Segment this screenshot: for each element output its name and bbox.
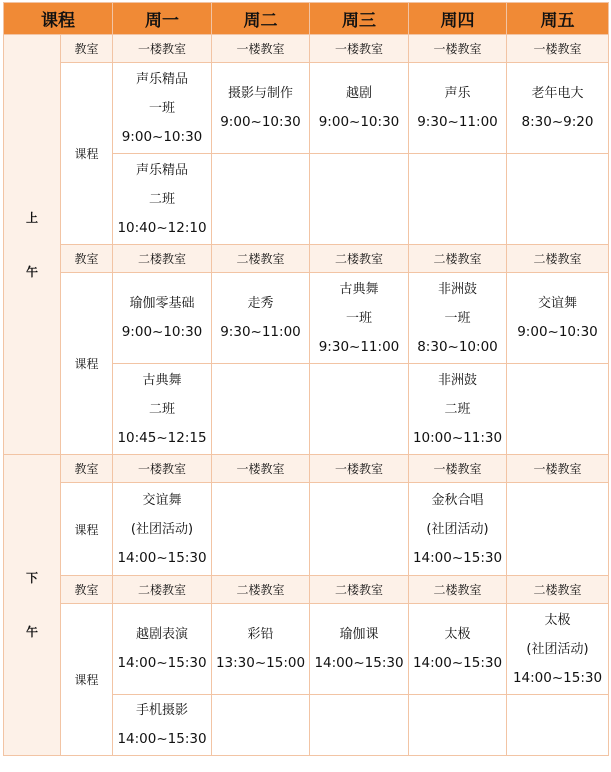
course-line: 交谊舞 [142,492,182,508]
course-time: 14:00~15:30 [512,669,603,686]
empty-cell [507,695,609,756]
course-cell [409,63,507,154]
course-time: 9:00~10:30 [121,324,203,340]
day-header-mon: 周一 [113,3,212,35]
empty-cell [212,483,310,576]
course-cell [212,63,310,154]
room-label: 教室 [61,245,113,273]
course-cell [113,483,212,576]
course-cell [212,604,310,695]
classroom-cell: 一楼教室 [212,455,310,483]
classroom-cell: 二楼教室 [507,576,609,604]
classroom-cell: 二楼教室 [113,245,212,273]
period-char: 午 [25,625,38,639]
course-line: 声乐 [444,86,471,101]
course-line: 交谊舞 [537,296,577,311]
course-time: 9:00~10:30 [517,324,598,340]
course-cell [212,273,310,364]
course-time: 9:30~11:00 [318,338,400,355]
course-cell [507,604,609,695]
course-cell [409,604,507,695]
course-time: 14:00~15:30 [314,655,404,671]
course-label: 课程 [61,273,113,455]
course-time: 10:40~12:10 [117,219,207,236]
classroom-cell: 一楼教室 [507,35,609,63]
course-cell [113,63,212,154]
course-time: 9:00~10:30 [220,114,301,130]
classroom-cell: 一楼教室 [507,455,609,483]
empty-cell [212,695,310,756]
course-cell [310,273,409,364]
room-label: 教室 [61,35,113,63]
classroom-cell: 一楼教室 [113,35,212,63]
course-cell [310,63,409,154]
course-time: 8:30~9:20 [521,114,594,130]
course-time: 10:45~12:15 [117,429,207,446]
course-line: 一班 [345,310,372,326]
course-cell [507,63,609,154]
classroom-cell: 二楼教室 [310,576,409,604]
course-cell [310,604,409,695]
course-cell [409,483,507,576]
room-row [4,455,609,483]
empty-cell [507,364,609,455]
classroom-cell: 二楼教室 [212,576,310,604]
course-time: 14:00~15:30 [117,655,207,671]
course-line: 声乐精品 [135,71,188,87]
course-line: 二班 [444,401,471,417]
course-row [4,273,609,364]
classroom-cell: 一楼教室 [409,455,507,483]
course-line: 古典舞 [339,281,379,297]
course-line: 太极 [544,612,571,628]
classroom-cell: 一楼教室 [409,35,507,63]
course-line: (社团活动) [130,521,194,537]
course-time: 9:00~10:30 [318,114,400,130]
course-line: 非洲鼓 [437,372,477,388]
header-row [4,3,609,35]
schedule-table [3,2,609,756]
course-time: 13:30~15:00 [215,655,306,671]
course-time: 14:00~15:30 [117,731,207,747]
period-morning [4,35,61,455]
classroom-cell: 一楼教室 [310,35,409,63]
course-line: 瑜伽零基础 [129,296,195,311]
course-cell [507,273,609,364]
room-label: 教室 [61,455,113,483]
period-char: 上 [25,210,38,225]
course-cell [113,364,212,455]
classroom-cell: 二楼教室 [507,245,609,273]
course-cell [113,273,212,364]
empty-cell [310,154,409,245]
course-cell [113,604,212,695]
course-line: 二班 [148,191,175,207]
course-line: 一班 [148,100,175,116]
course-label: 课程 [61,604,113,756]
course-time: 8:30~10:00 [417,338,498,355]
empty-cell [409,154,507,245]
course-line: 老年电大 [531,86,584,101]
classroom-cell: 二楼教室 [409,245,507,273]
course-time: 10:00~11:30 [412,429,503,446]
course-label: 课程 [61,63,113,245]
day-header-tue: 周二 [212,3,310,35]
empty-cell [409,695,507,756]
course-line: 彩铅 [247,627,274,642]
course-cell [409,364,507,455]
course-line: 二班 [148,401,175,417]
course-line: 越剧表演 [135,627,188,642]
room-row [4,576,609,604]
course-line: 瑜伽课 [339,627,379,642]
course-line: 一班 [444,310,471,326]
course-time: 9:30~11:00 [417,114,498,130]
course-time: 9:30~11:00 [220,324,301,340]
classroom-cell: 二楼教室 [409,576,507,604]
course-line: 走秀 [247,296,274,311]
course-line: (社团活动) [426,521,489,537]
empty-cell [507,483,609,576]
course-cell [409,273,507,364]
course-time: 14:00~15:30 [412,549,503,566]
course-time: 9:00~10:30 [121,128,203,145]
classroom-cell: 二楼教室 [212,245,310,273]
corner-header: 课程 [4,3,113,35]
room-row [4,245,609,273]
course-line: 古典舞 [142,372,182,388]
course-line: 太极 [444,627,471,642]
course-cell [113,695,212,756]
day-header-fri: 周五 [507,3,609,35]
course-line: 越剧 [345,86,372,101]
empty-cell [212,364,310,455]
course-line: (社团活动) [526,641,589,657]
course-line: 金秋合唱 [431,492,484,508]
course-line: 非洲鼓 [437,281,477,297]
course-row [4,483,609,576]
schedule-body [4,35,609,756]
course-time: 14:00~15:30 [412,655,503,671]
course-cell [113,154,212,245]
course-line: 声乐精品 [135,162,188,178]
room-row [4,35,609,63]
period-char: 下 [25,571,38,585]
classroom-cell: 一楼教室 [212,35,310,63]
day-header-wed: 周三 [310,3,409,35]
room-label: 教室 [61,576,113,604]
empty-cell [310,483,409,576]
course-label: 课程 [61,483,113,576]
course-line: 摄影与制作 [227,86,293,101]
classroom-cell: 二楼教室 [113,576,212,604]
classroom-cell: 一楼教室 [310,455,409,483]
classroom-cell: 一楼教室 [113,455,212,483]
empty-cell [310,695,409,756]
classroom-cell: 二楼教室 [310,245,409,273]
period-afternoon [4,455,61,756]
period-char: 午 [25,264,38,279]
empty-cell [507,154,609,245]
course-row [4,604,609,695]
empty-cell [310,364,409,455]
course-time: 14:00~15:30 [117,549,207,566]
day-header-thu: 周四 [409,3,507,35]
empty-cell [212,154,310,245]
course-row [4,63,609,154]
course-line: 手机摄影 [135,703,188,718]
